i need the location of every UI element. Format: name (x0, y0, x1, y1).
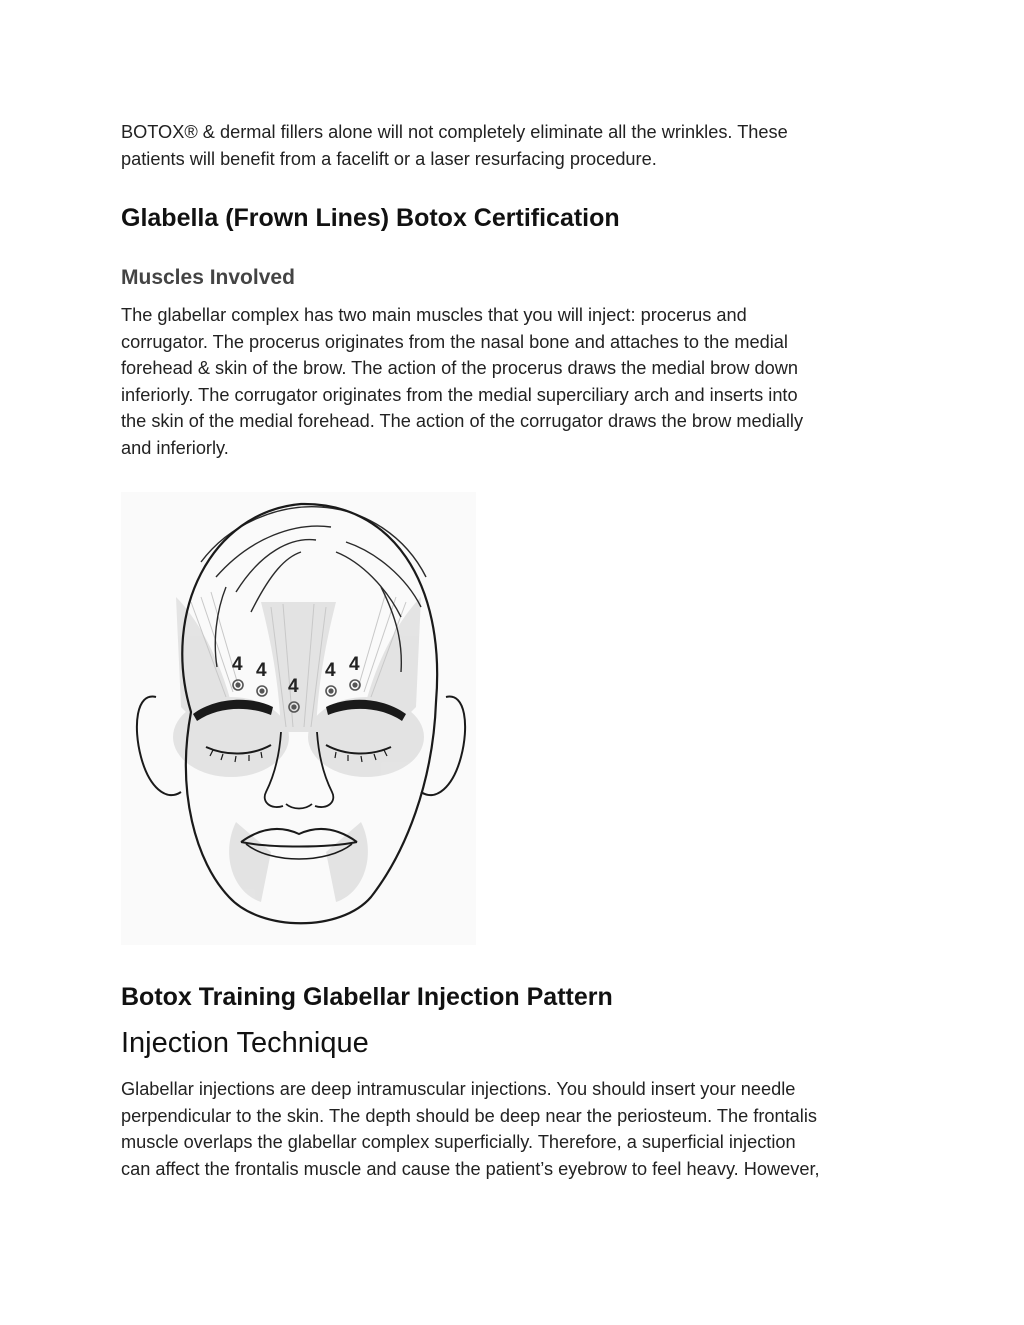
muscles-paragraph (121, 302, 911, 462)
dose-label: 4 (232, 654, 243, 675)
dose-label: 4 (288, 676, 299, 697)
technique-paragraph (121, 1076, 911, 1182)
muscles-line-3: forehead & skin of the brow. The action of the procerus draws the medial brow down (121, 358, 799, 379)
face-illustration (121, 492, 476, 945)
dose-label: 4 (325, 660, 336, 681)
dose-label: 4 (349, 654, 360, 675)
muscles-heading: Muscles Involved (121, 266, 295, 289)
intro-line-1: BOTOX® & dermal fillers alone will not completely eliminate all the wrinkles. These (121, 122, 788, 142)
muscles-line-6: and inferiorly. (121, 437, 229, 458)
muscles-line-4: inferiorly. The corrugator originates from the medial superciliary arch and inserts into (121, 384, 798, 405)
glabella-heading: Glabella (Frown Lines) Botox Certification (121, 204, 620, 232)
technique-line-1: Glabellar injections are deep intramuscular injections. You should insert your needle (121, 1079, 796, 1099)
intro-paragraph (121, 119, 911, 172)
muscles-line-2: corrugator. The procerus originates from the nasal bone and attaches to the medial (121, 331, 788, 352)
pattern-heading: Botox Training Glabellar Injection Pattern (121, 983, 613, 1011)
technique-line-3: muscle overlaps the glabellar complex superficially. Therefore, a superficial injection (121, 1132, 796, 1153)
technique-line-4: can affect the frontalis muscle and cause the patient’s eyebrow to feel heavy. However, (121, 1158, 820, 1179)
intro-line-2: patients will benefit from a facelift or a laser resurfacing procedure. (121, 148, 657, 169)
left-ear (137, 697, 181, 796)
technique-line-2: perpendicular to the skin. The depth should be deep near the periosteum. The frontalis (121, 1105, 817, 1126)
glabellar-injection-diagram (121, 492, 476, 945)
right-ear (421, 697, 465, 796)
dose-label: 4 (256, 660, 267, 681)
technique-heading: Injection Technique (121, 1027, 369, 1059)
muscles-line-5: the skin of the medial forehead. The action of the corrugator draws the brow medially (121, 411, 804, 432)
muscles-line-1: The glabellar complex has two main muscles that you will inject: procerus and (121, 305, 747, 325)
